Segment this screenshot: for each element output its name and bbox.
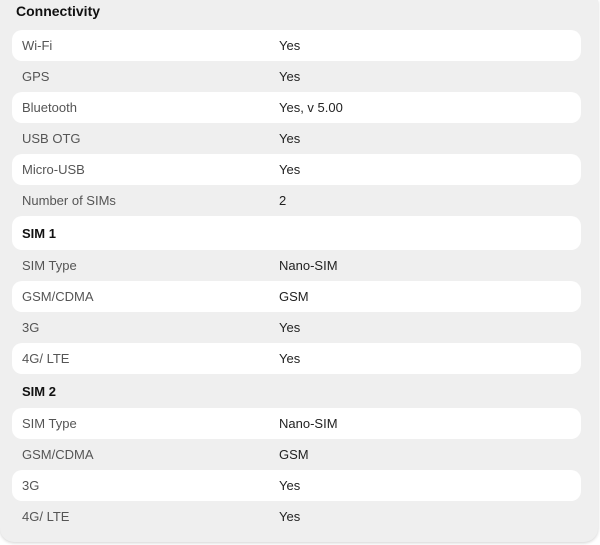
spec-value: Yes — [279, 162, 301, 177]
sim1-row-gsm-cdma — [12, 281, 581, 312]
sim1-header — [12, 216, 581, 250]
spec-label: 3G — [22, 478, 40, 493]
spec-label: SIM Type — [22, 416, 77, 431]
spec-value: Nano-SIM — [279, 258, 338, 273]
spec-label: 4G/ LTE — [22, 509, 70, 524]
sim2-row-4g-lte — [12, 501, 581, 532]
spec-value: Yes — [279, 478, 301, 493]
sim2-title: SIM 2 — [22, 383, 56, 399]
sim2-header — [12, 374, 581, 408]
spec-row-number-of-sims — [12, 185, 581, 216]
sim1-row-4g-lte — [12, 343, 581, 374]
spec-row-micro-usb — [12, 154, 581, 185]
spec-label: Bluetooth — [22, 100, 77, 115]
sim2-row-gsm-cdma — [12, 439, 581, 470]
spec-row-usb-otg — [12, 123, 581, 154]
spec-label: USB OTG — [22, 131, 81, 146]
spec-label: Number of SIMs — [22, 193, 116, 208]
spec-label: Micro-USB — [22, 162, 85, 177]
spec-label: SIM Type — [22, 258, 77, 273]
spec-row-wifi — [12, 30, 581, 61]
spec-value: GSM — [279, 289, 309, 304]
spec-value: Yes — [279, 38, 301, 53]
spec-value: GSM — [279, 447, 309, 462]
spec-label: GPS — [22, 69, 50, 84]
spec-value: 2 — [279, 193, 287, 208]
sim2-row-sim-type — [12, 408, 581, 439]
spec-row-bluetooth — [12, 92, 581, 123]
spec-value: Nano-SIM — [279, 416, 338, 431]
spec-label: 3G — [22, 320, 40, 335]
spec-label: Wi-Fi — [22, 38, 53, 53]
sim1-row-3g — [12, 312, 581, 343]
spec-value: Yes — [279, 509, 301, 524]
spec-value: Yes — [279, 69, 301, 84]
spec-value: Yes — [279, 131, 301, 146]
sim1-title: SIM 1 — [22, 225, 56, 241]
spec-label: 4G/ LTE — [22, 351, 70, 366]
section-title: Connectivity — [16, 3, 101, 19]
spec-value: Yes — [279, 351, 301, 366]
spec-label: GSM/CDMA — [22, 289, 94, 304]
spec-row-gps — [12, 61, 581, 92]
spec-value: Yes, v 5.00 — [279, 100, 343, 115]
sim1-row-sim-type — [12, 250, 581, 281]
spec-label: GSM/CDMA — [22, 447, 94, 462]
spec-table — [12, 30, 581, 532]
spec-value: Yes — [279, 320, 301, 335]
sim2-row-3g — [12, 470, 581, 501]
